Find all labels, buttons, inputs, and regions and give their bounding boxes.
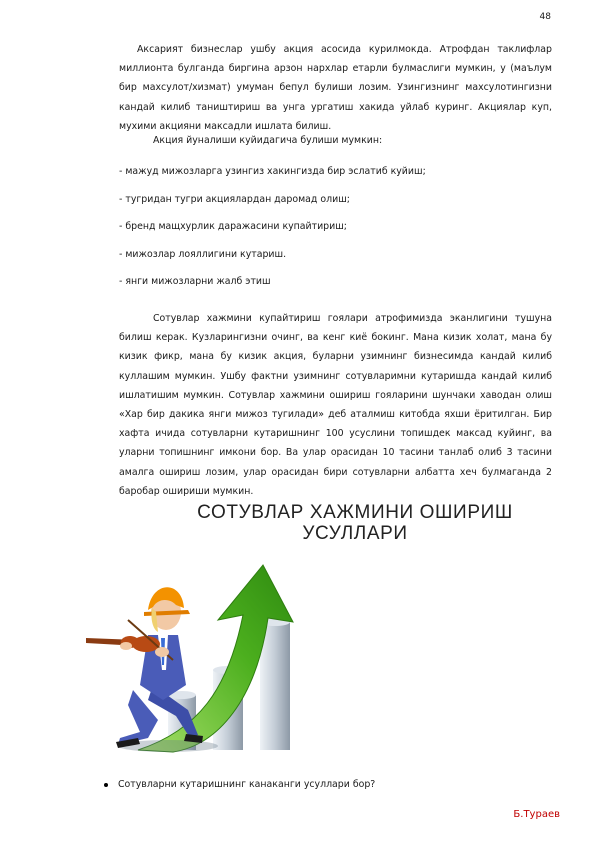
list-item: - мижозлар лояллигини кутариш. [119, 248, 287, 260]
section-heading [110, 502, 595, 544]
page-number: 48 [539, 12, 551, 22]
question-bullet [104, 779, 375, 790]
promo-direction-list [119, 162, 552, 300]
heading-line-2: УСУЛЛАРИ [302, 523, 408, 544]
paragraph-intro: Аксарият бизнеслар ушбу акция асосида курилмокда. Атрофдан таклифлар миллионта булганда биргина арзон нархлар етарли булмаслиги мумкин, у (маълум бир махсулот/хизмат) умуман бепул булиши лозим. Узингизнинг махсулотингизни кандай килиб таништириш ва унга ургатиш хакида уйлаб куринг. Акциялар куп, мухими акцияни максадли ишлата билиш. [119, 44, 552, 132]
author-signature: Б.Тураев [513, 809, 560, 820]
violinist-growth-illustration [78, 560, 328, 755]
paragraph-sales-ideas: Сотувлар хажмини купайтириш гоялари атрофимизда эканлигини тушуна билиш керак. Кузларингизни очинг, ва кенг киё бокинг. Мана кизик холат, мана бу кизик фикр, мана бу кизик акция, буларни узимнинг бизнесимда кандай килиб куллашим мумкин. Ушбу фактни узимнинг сотувларимни кутаришда кандай килиб ишлатишим мумкин. Сотувлар хажмини ошириш гояларини шунчаки хаводан олиш «Хар бир дакика янги мижоз тугилади» деб аталмиш китобда яхши ёритилган. Бир хафта ичида сотувларни кутаришнинг 100 усуслини топишдек максад куйинг, ва уларни топишнинг имкони бор. Ва улар орасидан 10 тасини танлаб олиб 3 тасини амалга ошириш лозим, улар орасидан бири сотувларни албатта хеч булмаганда 2 баробар ошириши мумкин. [119, 313, 552, 497]
list-item: - мажуд мижозларга узингиз хакингизда бир эслатиб куйиш; [119, 166, 426, 177]
bullet-icon [104, 783, 108, 787]
paragraph-promo-directions: Акция йуналиши куйидагича булиши мумкин: [153, 135, 383, 146]
list-item: - бренд мащхурлик даражасини купайтириш; [119, 221, 347, 232]
list-item: - тугридан тугри акциялардан даромад олиш; [119, 193, 350, 205]
list-item: - янги мижозларни жалб этиш [119, 276, 271, 287]
bullet-text: Сотувларни кутаришнинг канаканги усуллари бор? [118, 779, 376, 790]
heading-line-1: СОТУВЛАР ХАЖМИНИ ОШИРИШ [197, 502, 513, 523]
